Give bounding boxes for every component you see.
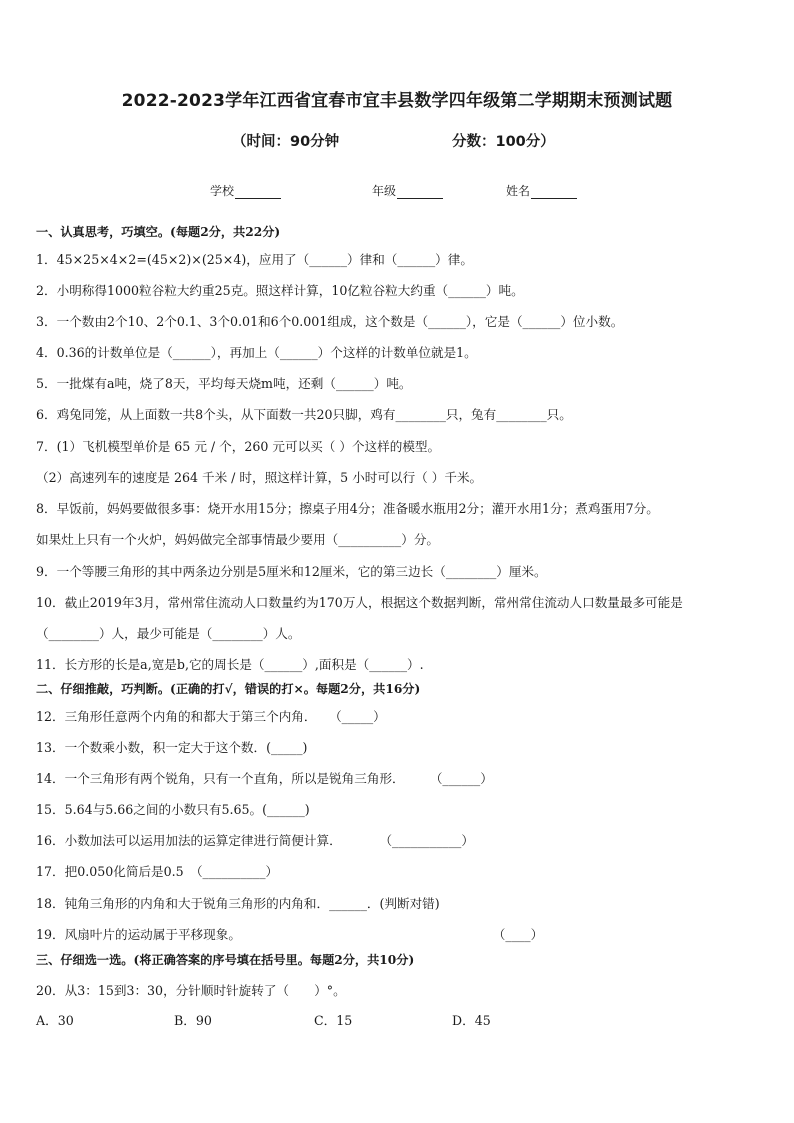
option-d[interactable]: D．45 [452,1013,491,1028]
question-line: 5．一批煤有a吨，烧了8天，平均每天烧m吨，还剩（______）吨。 [36,376,412,391]
name-blank[interactable] [531,186,577,199]
question-line: 16．小数加法可以运用加法的运算定律进行简便计算． （___________） [36,833,474,848]
school-label: 学校 [210,184,235,198]
school-field [210,182,281,199]
exam-score: 分数：100分） [452,134,555,150]
question-line: 10．截止2019年3月，常州常住流动人口数量约为170万人，根据这个数据判断，常州常住流动人口数量最多可能是 [36,595,683,610]
question-line: 8．早饭前，妈妈要做很多事：烧开水用15分；擦桌子用4分；准备暖水瓶用2分；灌开水用1分；煮鸡蛋用7分。 [36,501,659,516]
question-line: 12．三角形任意两个内角的和都大于第三个内角． （_____） [36,709,386,724]
question-line: 6．鸡兔同笼，从上面数一共8个头，从下面数一共20只脚，鸡有________只，兔有________只。 [36,407,572,422]
grade-blank[interactable] [397,186,443,199]
question-line: （________）人，最少可能是（________）人。 [36,626,301,641]
question-line: 19．风扇叶片的运动属于平移现象。 （____） [36,927,544,942]
exam-time: （时间：90分钟 [232,134,340,150]
question-line: 18．钝角三角形的内角和大于锐角三角形的内角和．______．(判断对错) [36,896,440,911]
grade-field [372,182,443,199]
section-heading: 二、仔细推敲，巧判断。(正确的打√，错误的打×。每题2分，共16分) [36,682,421,696]
section-heading: 一、认真思考，巧填空。(每题2分，共22分) [36,225,281,239]
question-line: 13．一个数乘小数，积一定大于这个数．(_____) [36,740,308,755]
question-line: 15．5.64与5.66之间的小数只有5.65。(______) [36,802,310,817]
name-field [506,182,577,199]
exam-title: 2022-2023学年江西省宜春市宜丰县数学四年级第二学期期末预测试题 [121,91,673,111]
option-b[interactable]: B．90 [174,1013,212,1028]
question-line: 14．一个三角形有两个锐角，只有一个直角，所以是锐角三角形． （______） [36,771,493,786]
question-line: 4．0.36的计数单位是（______），再加上（______）个这样的计数单位就是1。 [36,345,477,360]
grade-label: 年级 [372,184,397,198]
question-line: 如果灶上只有一个火炉，妈妈做完全部事情最少要用（__________）分。 [36,532,439,547]
option-c[interactable]: C．15 [314,1013,353,1028]
question-line: 11．长方形的长是a,宽是b,它的周长是（______）,面积是（______）. [36,657,424,672]
school-blank[interactable] [235,186,281,199]
name-label: 姓名 [506,184,531,198]
question-line: 3．一个数由2个10、2个0.1、3个0.01和6个0.001组成，这个数是（______），它是（______）位小数。 [36,314,624,329]
question-line: 17．把0.050化简后是0.5 （__________） [36,864,279,879]
question-line: 9．一个等腰三角形的其中两条边分别是5厘米和12厘米，它的第三边长（________）厘米。 [36,564,547,579]
question-line: 2．小明称得1000粒谷粒大约重25克。照这样计算，10亿粒谷粒大约重（______）吨。 [36,283,524,298]
question-line: 1．45×25×4×2=(45×2)×(25×4)，应用了（______）律和（______）律。 [36,252,473,267]
section-heading: 三、仔细选一选。(将正确答案的序号填在括号里。每题2分，共10分) [36,953,415,967]
option-a[interactable]: A．30 [36,1013,74,1028]
question-line: （2）高速列车的速度是 264 千米 / 时，照这样计算，5 小时可以行（ ）千米。 [36,470,483,485]
question-line: 20．从3：15到3：30，分针顺时针旋转了（ ）°。 [36,983,346,998]
question-line: 7．(1）飞机模型单价是 65 元 / 个，260 元可以买（ ）个这样的模型。 [36,439,441,454]
